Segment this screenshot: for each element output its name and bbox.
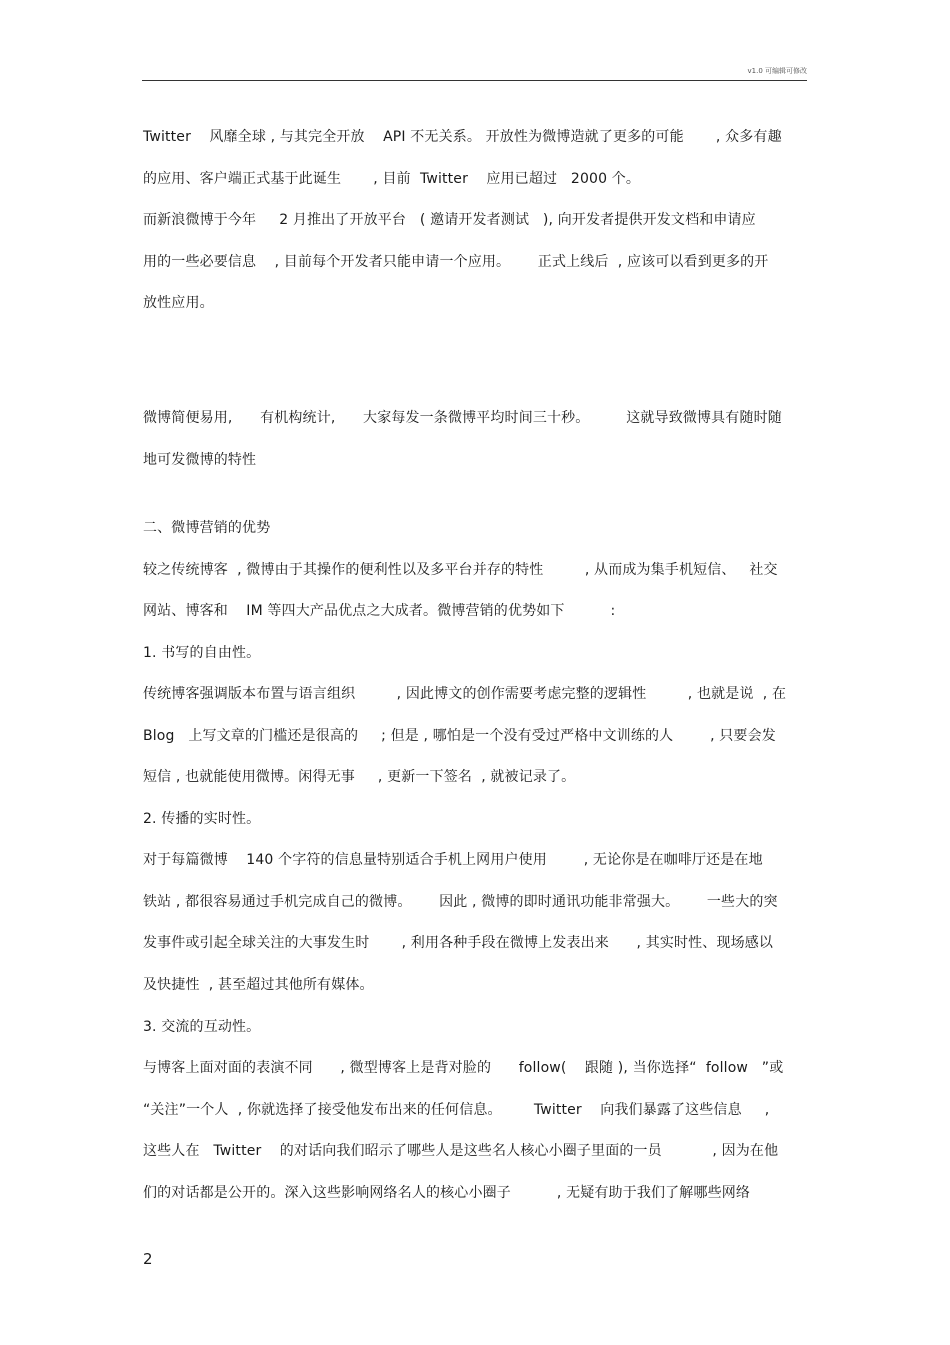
subsection-heading: 3. 交流的互动性。 — [143, 1019, 261, 1035]
subsection-heading: 1. 书写的自由性。 — [143, 645, 261, 661]
text-line: 较之传统博客 , 微博由于其操作的便利性以及多平台并存的特性 , 从而成为集手机短信、 社交 — [143, 562, 778, 578]
text-line: 的应用、客户端正式基于此诞生 , 目前 Twitter 应用已超过 2000 个。 — [143, 171, 641, 187]
text-line: 们的对话都是公开的。深入这些影响网络名人的核心小圈子 , 无疑有助于我们了解哪些网络 — [143, 1185, 751, 1201]
text-line: 微博简便易用, 有机构统计, 大家每发一条微博平均时间三十秒。 这就导致微博具有随时随 — [143, 410, 782, 426]
section-heading: 二、微博营销的优势 — [143, 520, 271, 536]
text-line: 传统博客强调版本布置与语言组织 , 因此博文的创作需要考虑完整的逻辑性 , 也就是说 , 在 — [143, 686, 787, 702]
text-line: 发事件或引起全球关注的大事发生时 , 利用各种手段在微博上发表出来 , 其实时性、现场感以 — [143, 935, 774, 951]
text-line: 铁站 , 都很容易通过手机完成自己的微博。 因此 , 微博的即时通讯功能非常强大。 一些大的突 — [143, 894, 778, 910]
text-line: “关注”一个人 , 你就选择了接受他发布出来的任何信息。 Twitter 向我们暴露了这些信息 , — [143, 1102, 770, 1118]
text-line: 与博客上面对面的表演不同 , 微型博客上是背对脸的 follow( 跟随 ), 当你选择“ follow ”或 — [143, 1060, 784, 1076]
text-line: 这些人在 Twitter 的对话向我们昭示了哪些人是这些名人核心小圈子里面的一员 , 因为在他 — [143, 1143, 779, 1159]
text-line: 地可发微博的特性 — [143, 452, 257, 468]
text-line: 网站、博客和 IM 等四大产品优点之大成者。微博营销的优势如下 : — [143, 603, 616, 619]
page-number: 2 — [143, 1250, 153, 1268]
subsection-heading: 2. 传播的实时性。 — [143, 811, 261, 827]
text-line: 放性应用。 — [143, 295, 214, 311]
header-version-label: v1.0 可编辑可修改 — [747, 67, 807, 75]
text-line: Blog 上写文章的门槛还是很高的 ; 但是 , 哪怕是一个没有受过严格中文训练的人 , 只要会发 — [143, 728, 776, 744]
text-line: Twitter 风靡全球 , 与其完全开放 API 不无关系。 开放性为微博造就了更多的可能 , 众多有趣 — [143, 129, 782, 145]
text-line: 用的一些必要信息 , 目前每个开发者只能申请一个应用。 正式上线后 , 应该可以看到更多的开 — [143, 254, 769, 270]
text-line: 对于每篇微博 140 个字符的信息量特别适合手机上网用户使用 , 无论你是在咖啡厅还是在地 — [143, 852, 763, 868]
header-divider — [142, 80, 807, 81]
text-line: 而新浪微博于今年 2 月推出了开放平台 ( 邀请开发者测试 ), 向开发者提供开发文档和申请应 — [143, 212, 756, 228]
text-line: 及快捷性 , 甚至超过其他所有媒体。 — [143, 977, 374, 993]
text-line: 短信 , 也就能使用微博。闲得无事 , 更新一下签名 , 就被记录了。 — [143, 769, 576, 785]
